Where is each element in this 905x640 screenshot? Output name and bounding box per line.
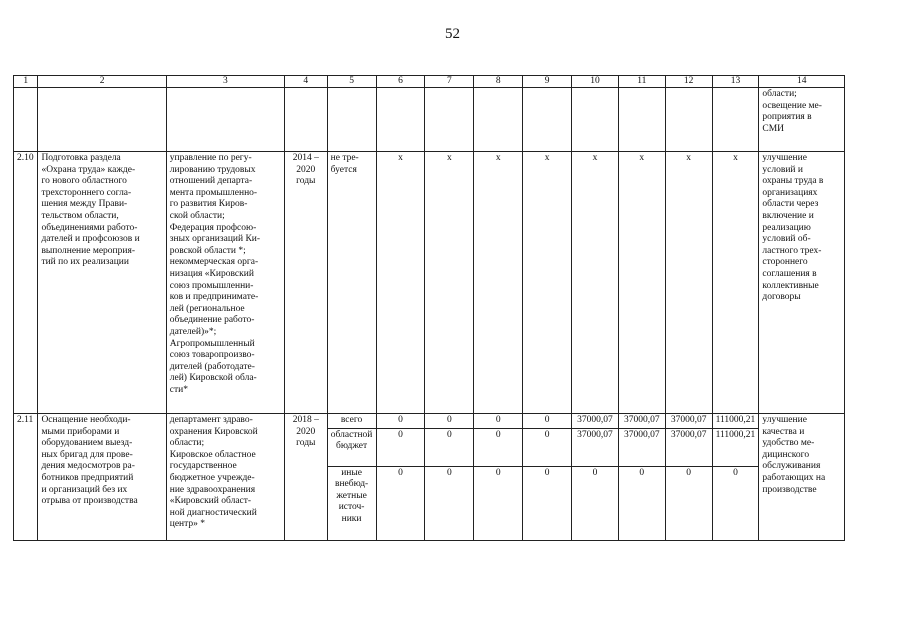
text-line: объединениями работо-: [41, 222, 138, 233]
text-line: ботников предприятий: [41, 472, 134, 483]
source-label-cell: [327, 466, 376, 540]
text-line: Оснащение необходи-: [41, 415, 131, 425]
value-cell: 0: [376, 466, 425, 540]
text-line: дицинского: [762, 449, 810, 460]
result-cell: [759, 414, 845, 541]
text-line: бюджетное учрежде-: [169, 472, 255, 483]
text-line: 2018 –: [292, 415, 319, 425]
text-line: обслуживания: [762, 461, 821, 472]
text-line: лей) Кировской обла-: [169, 373, 257, 384]
text-line: департамент здраво-: [169, 415, 253, 425]
text-line: мыми приборами и: [41, 426, 120, 437]
empty-cell: [572, 88, 619, 152]
text-line: зных организаций Ки-: [169, 234, 261, 245]
text-line: Подготовка раздела: [41, 153, 121, 163]
value-cell: 0: [618, 466, 665, 540]
text-line: тий по их реализации: [41, 257, 129, 268]
column-number-row: [14, 76, 845, 88]
value-cell: 37000,07: [618, 414, 665, 429]
column-number-8: 8: [474, 76, 523, 88]
text-line: производстве: [762, 484, 817, 495]
value-cell: 0: [523, 414, 572, 429]
empty-cell: [425, 88, 474, 152]
table-row-2-11-source: [14, 414, 845, 429]
text-line: улучшение: [762, 415, 807, 425]
value-cell: 0: [376, 414, 425, 429]
text-line: областной: [330, 429, 373, 440]
text-line: го нового областного: [41, 176, 127, 187]
text-line: дителей (работодате-: [169, 361, 255, 372]
text-line: Кировское областное: [169, 449, 256, 460]
text-line: качества и: [762, 426, 805, 437]
text-line: договоры: [762, 292, 801, 303]
text-line: коллективные: [762, 280, 819, 291]
text-line: государственное: [169, 461, 237, 472]
text-line: союз промышленни-: [169, 280, 254, 291]
empty-cell: [14, 88, 38, 152]
empty-cell: [284, 88, 327, 152]
text-line: освещение ме-: [762, 100, 822, 111]
value-cell: 111000,21: [712, 428, 759, 466]
text-line: союз товаропроизво-: [169, 350, 255, 361]
column-number-13: 13: [712, 76, 759, 88]
text-line: низация «Кировский: [169, 268, 254, 279]
empty-cell: [523, 88, 572, 152]
value-cell: 37000,07: [572, 414, 619, 429]
text-line: центр» *: [169, 519, 206, 530]
text-line: трехстороннего согла-: [41, 187, 132, 198]
source-cell: [327, 152, 376, 414]
text-line: годы: [296, 176, 316, 187]
column-number-6: 6: [376, 76, 425, 88]
text-line: отрыва от производства: [41, 496, 138, 507]
value-cell: 111000,21: [712, 414, 759, 429]
empty-cell: [166, 88, 284, 152]
text-line: не тре-: [330, 153, 359, 163]
text-line: ровской области *;: [169, 245, 246, 256]
mark-cell: x: [618, 152, 665, 414]
text-line: 2014 –: [292, 153, 319, 163]
row-number: 2.11: [14, 414, 38, 541]
value-cell: 0: [425, 428, 474, 466]
text-line: тельством области,: [41, 210, 119, 221]
text-line: ской области;: [169, 210, 225, 221]
text-line: области;: [762, 89, 797, 99]
text-line: источ-: [338, 502, 365, 513]
value-cell: 0: [523, 466, 572, 540]
result-cell: [759, 88, 845, 152]
text-line: «Охрана труда» кажде-: [41, 164, 136, 175]
text-line: ной диагностический: [169, 507, 257, 518]
text-line: управление по регу-: [169, 153, 252, 163]
value-cell: 37000,07: [665, 428, 712, 466]
column-number-10: 10: [572, 76, 619, 88]
text-line: мента промышленно-: [169, 187, 258, 198]
text-line: условий об-: [762, 234, 811, 245]
program-table: [13, 75, 845, 541]
column-number-2: 2: [38, 76, 166, 88]
text-line: роприятия в: [762, 112, 812, 123]
mark-cell: x: [425, 152, 474, 414]
value-cell: 0: [474, 414, 523, 429]
text-line: включение и: [762, 210, 814, 221]
text-line: области;: [169, 438, 205, 449]
value-cell: 0: [712, 466, 759, 540]
text-line: Федерация профсою-: [169, 222, 257, 233]
empty-cell: [665, 88, 712, 152]
text-line: всего: [340, 415, 363, 425]
empty-cell: [376, 88, 425, 152]
text-line: ники: [341, 513, 362, 524]
empty-cell: [38, 88, 166, 152]
text-line: объединение работо-: [169, 315, 255, 326]
text-line: буется: [330, 164, 357, 175]
text-line: Агропромышленный: [169, 338, 255, 349]
value-cell: 0: [474, 466, 523, 540]
text-line: стороннего: [762, 257, 808, 268]
text-line: некоммерческая орга-: [169, 257, 259, 268]
text-line: условий и: [762, 164, 803, 175]
value-cell: 0: [665, 466, 712, 540]
value-cell: 37000,07: [572, 428, 619, 466]
text-line: лированию трудовых: [169, 164, 256, 175]
mark-cell: x: [712, 152, 759, 414]
value-cell: 0: [474, 428, 523, 466]
column-number-4: 4: [284, 76, 327, 88]
activity-cell: [38, 414, 166, 541]
text-line: дателей и профсоюзов и: [41, 234, 140, 245]
text-line: области через: [762, 199, 819, 210]
text-line: удобство ме-: [762, 438, 815, 449]
text-line: организациях: [762, 187, 818, 198]
value-cell: 0: [523, 428, 572, 466]
empty-cell: [474, 88, 523, 152]
text-line: дателей)»*;: [169, 326, 217, 337]
text-line: и организаций без их: [41, 484, 128, 495]
empty-cell: [618, 88, 665, 152]
years-cell: [284, 414, 327, 541]
text-line: 2020: [296, 426, 316, 437]
text-line: «Кировский област-: [169, 496, 252, 507]
text-line: бюджет: [336, 441, 368, 452]
mark-cell: x: [376, 152, 425, 414]
column-number-5: 5: [327, 76, 376, 88]
column-number-14: 14: [759, 76, 845, 88]
text-line: ных бригад для прове-: [41, 449, 133, 460]
value-cell: 37000,07: [665, 414, 712, 429]
text-line: ков и предпринимате-: [169, 292, 259, 303]
source-label-cell: [327, 428, 376, 466]
text-line: жетные: [336, 490, 367, 501]
text-line: дения медосмотров ра-: [41, 461, 135, 472]
text-line: выполнение мероприя-: [41, 245, 135, 256]
text-line: шения между Прави-: [41, 199, 128, 210]
text-line: лей (региональное: [169, 303, 245, 314]
text-line: го развития Киров-: [169, 199, 248, 210]
executors-cell: [166, 414, 284, 541]
text-line: охраны труда в: [762, 176, 824, 187]
value-cell: 0: [572, 466, 619, 540]
activity-cell: [38, 152, 166, 414]
column-number-7: 7: [425, 76, 474, 88]
executors-cell: [166, 152, 284, 414]
column-number-3: 3: [166, 76, 284, 88]
mark-cell: x: [474, 152, 523, 414]
text-line: СМИ: [762, 123, 785, 134]
text-line: годы: [296, 438, 316, 449]
text-line: соглашения в: [762, 268, 817, 279]
value-cell: 0: [425, 414, 474, 429]
text-line: работающих на: [762, 472, 826, 483]
text-line: ластного трех-: [762, 245, 822, 256]
empty-cell: [712, 88, 759, 152]
empty-cell: [327, 88, 376, 152]
mark-cell: x: [523, 152, 572, 414]
value-cell: 0: [425, 466, 474, 540]
column-number-1: 1: [14, 76, 38, 88]
column-number-11: 11: [618, 76, 665, 88]
text-line: отношений департа-: [169, 176, 253, 187]
text-line: оборудованием выезд-: [41, 438, 133, 449]
row-number: 2.10: [14, 152, 38, 414]
text-line: сти*: [169, 384, 188, 395]
text-line: внебюд-: [334, 479, 369, 490]
value-cell: 37000,07: [618, 428, 665, 466]
mark-cell: x: [572, 152, 619, 414]
page-number: 52: [445, 26, 460, 42]
mark-cell: x: [665, 152, 712, 414]
value-cell: 0: [376, 428, 425, 466]
years-cell: [284, 152, 327, 414]
text-line: иные: [341, 467, 362, 478]
text-line: охранения Кировской: [169, 426, 258, 437]
text-line: 2020: [296, 164, 316, 175]
text-line: улучшение: [762, 153, 807, 163]
column-number-12: 12: [665, 76, 712, 88]
source-label-cell: [327, 414, 376, 429]
text-line: ние здравоохранения: [169, 484, 256, 495]
table-row-2-10: [14, 152, 845, 414]
text-line: реализацию: [762, 222, 811, 233]
result-cell: [759, 152, 845, 414]
column-number-9: 9: [523, 76, 572, 88]
continuation-row: [14, 88, 845, 152]
